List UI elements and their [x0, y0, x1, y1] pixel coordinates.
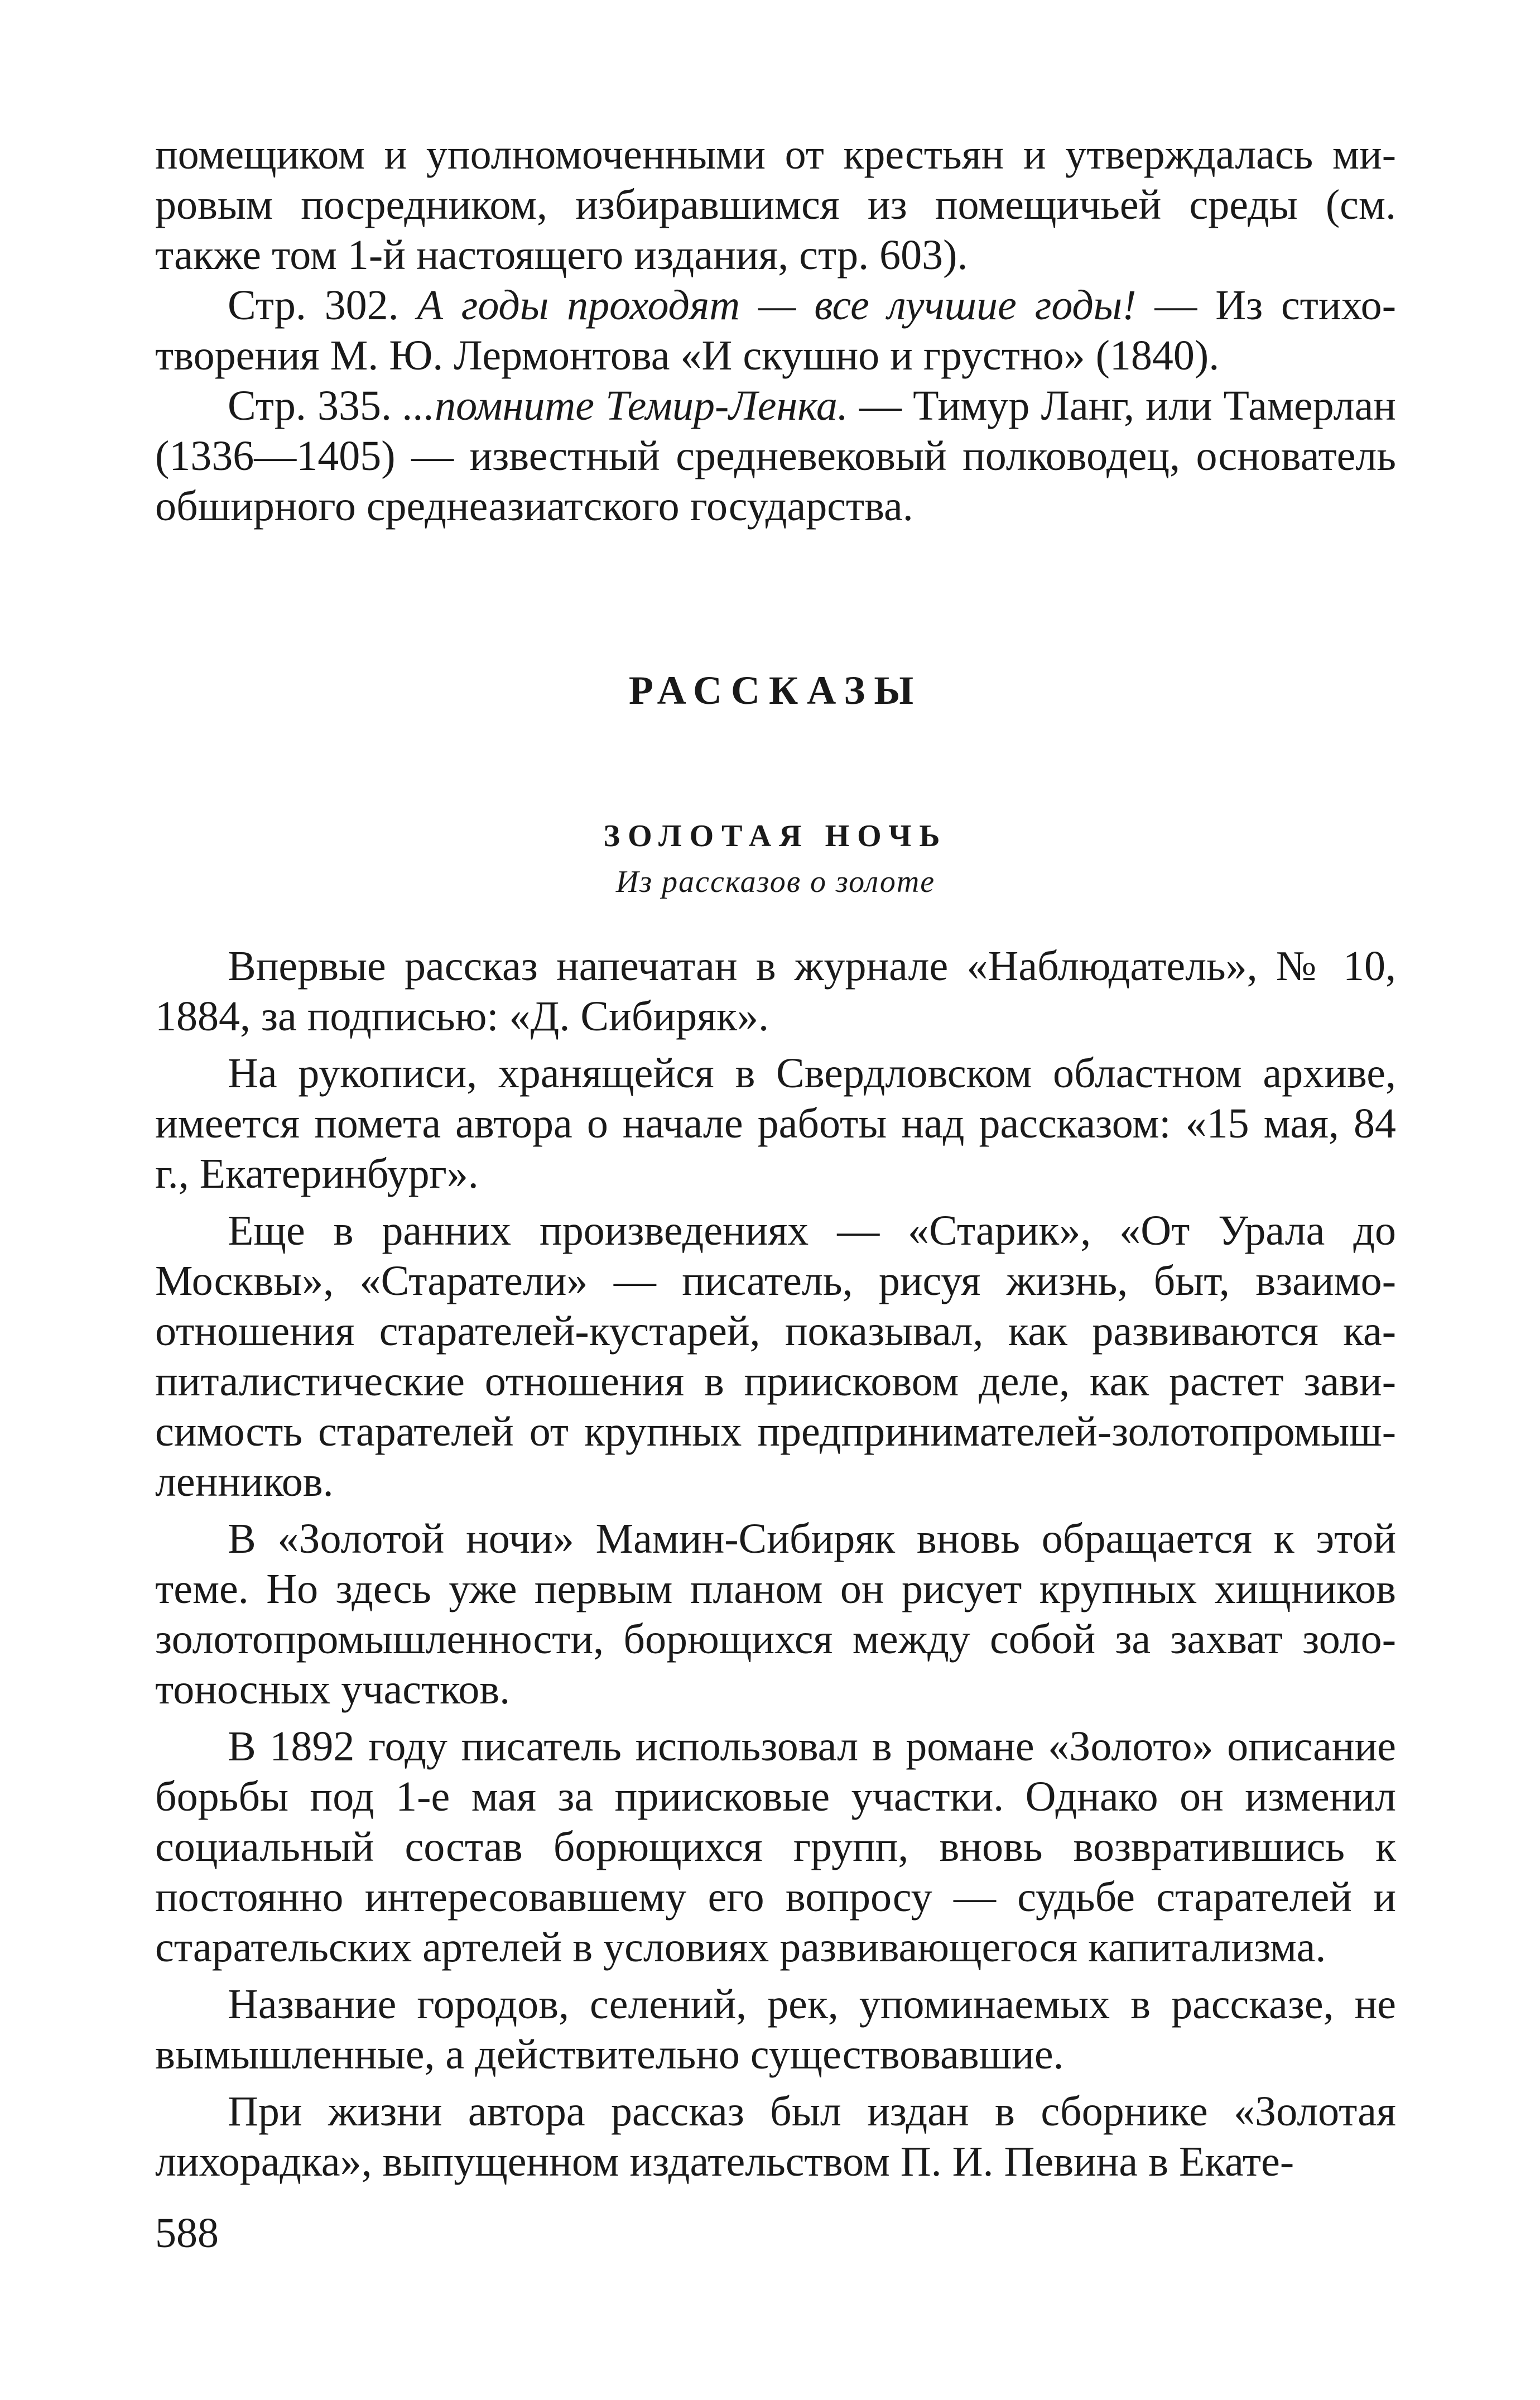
book-page — [155, 129, 1396, 2187]
story-notes — [155, 941, 1396, 2187]
paragraph-lifetime-edition: При жизни автора рассказ был издан в сборнике «Золотая лихорадка», выпущенном издательством П. И. Певина в Екате- — [155, 2088, 1396, 2185]
note-continuation: помещиком и уполномоченными от крестьян и утверждалась мировым посредником, избиравшимся из помещичьей среды (см. также том 1-й настоящего издания, стр. 603). — [155, 131, 1396, 279]
note-quote: ...помните Темир-Ленка. — [403, 382, 848, 429]
section-title: РАССКАЗЫ — [628, 668, 923, 713]
note-page-302 — [155, 280, 1396, 381]
note-description: Тимур Ланг, или Тамерлан (1336—1405) — известный средневековый полководец, основатель обширного среднеазиатского государства. — [155, 382, 1396, 530]
paragraph-early-works: Еще в ранних произведениях — «Старик», «От Урала до Москвы», «Старатели» — писатель, рисуя жизнь, быт, взаимоотношения старателей-кустарей, показывал, как развиваются капиталистические отношения в приисковом деле, как растет зависимость старателей от крупных предпринимателей-золотопромышленников. — [155, 1207, 1396, 1505]
story-subtitle: Из рассказов о золоте — [615, 865, 936, 899]
note-reference: Стр. 302. — [228, 282, 399, 329]
paragraph-novel-gold: В 1892 году писатель использовал в романе «Золото» описание борьбы под 1-е мая за приисковые участки. Однако он изменил социальный состав борющихся групп, вновь возвратившись к постоянно интересовавшему его вопросу — судьбе старателей и старательских артелей в условиях развивающегося капитализма. — [155, 1723, 1396, 1971]
note-page-335 — [155, 381, 1396, 531]
paragraph-theme: В «Золотой ночи» Мамин-Сибиряк вновь обращается к этой теме. Но здесь уже первым планом он рисует крупных хищников золотопромышленности, борющихся между собой за захват золотоносных участков. — [155, 1515, 1396, 1713]
story-title: ЗОЛОТАЯ НОЧЬ — [603, 819, 948, 853]
paragraph-place-names: Название городов, селений, рек, упоминаемых в рассказе, не вымышленные, а действительно существовавшие. — [155, 1981, 1396, 2078]
note-dash: — — [1136, 282, 1216, 329]
page-number: 588 — [155, 2210, 219, 2257]
note-quote: А годы проходят — все лучшие годы! — [417, 282, 1137, 329]
note-description: Из стихотворения М. Ю. Лермонтова «И скушно и грустно» (1840). — [155, 282, 1396, 379]
paragraph-first-publication: Впервые рассказ напечатан в журнале «Наблюдатель», № 10, 1884, за подписью: «Д. Сибиряк». — [155, 943, 1396, 1040]
paragraph-manuscript: На рукописи, хранящейся в Свердловском областном архиве, имеется помета автора о начале работы над рассказом: «15 мая, 84 г., Екатеринбург». — [155, 1050, 1396, 1197]
note-dash: — — [848, 382, 913, 429]
note-reference: Стр. 335. — [228, 382, 392, 429]
